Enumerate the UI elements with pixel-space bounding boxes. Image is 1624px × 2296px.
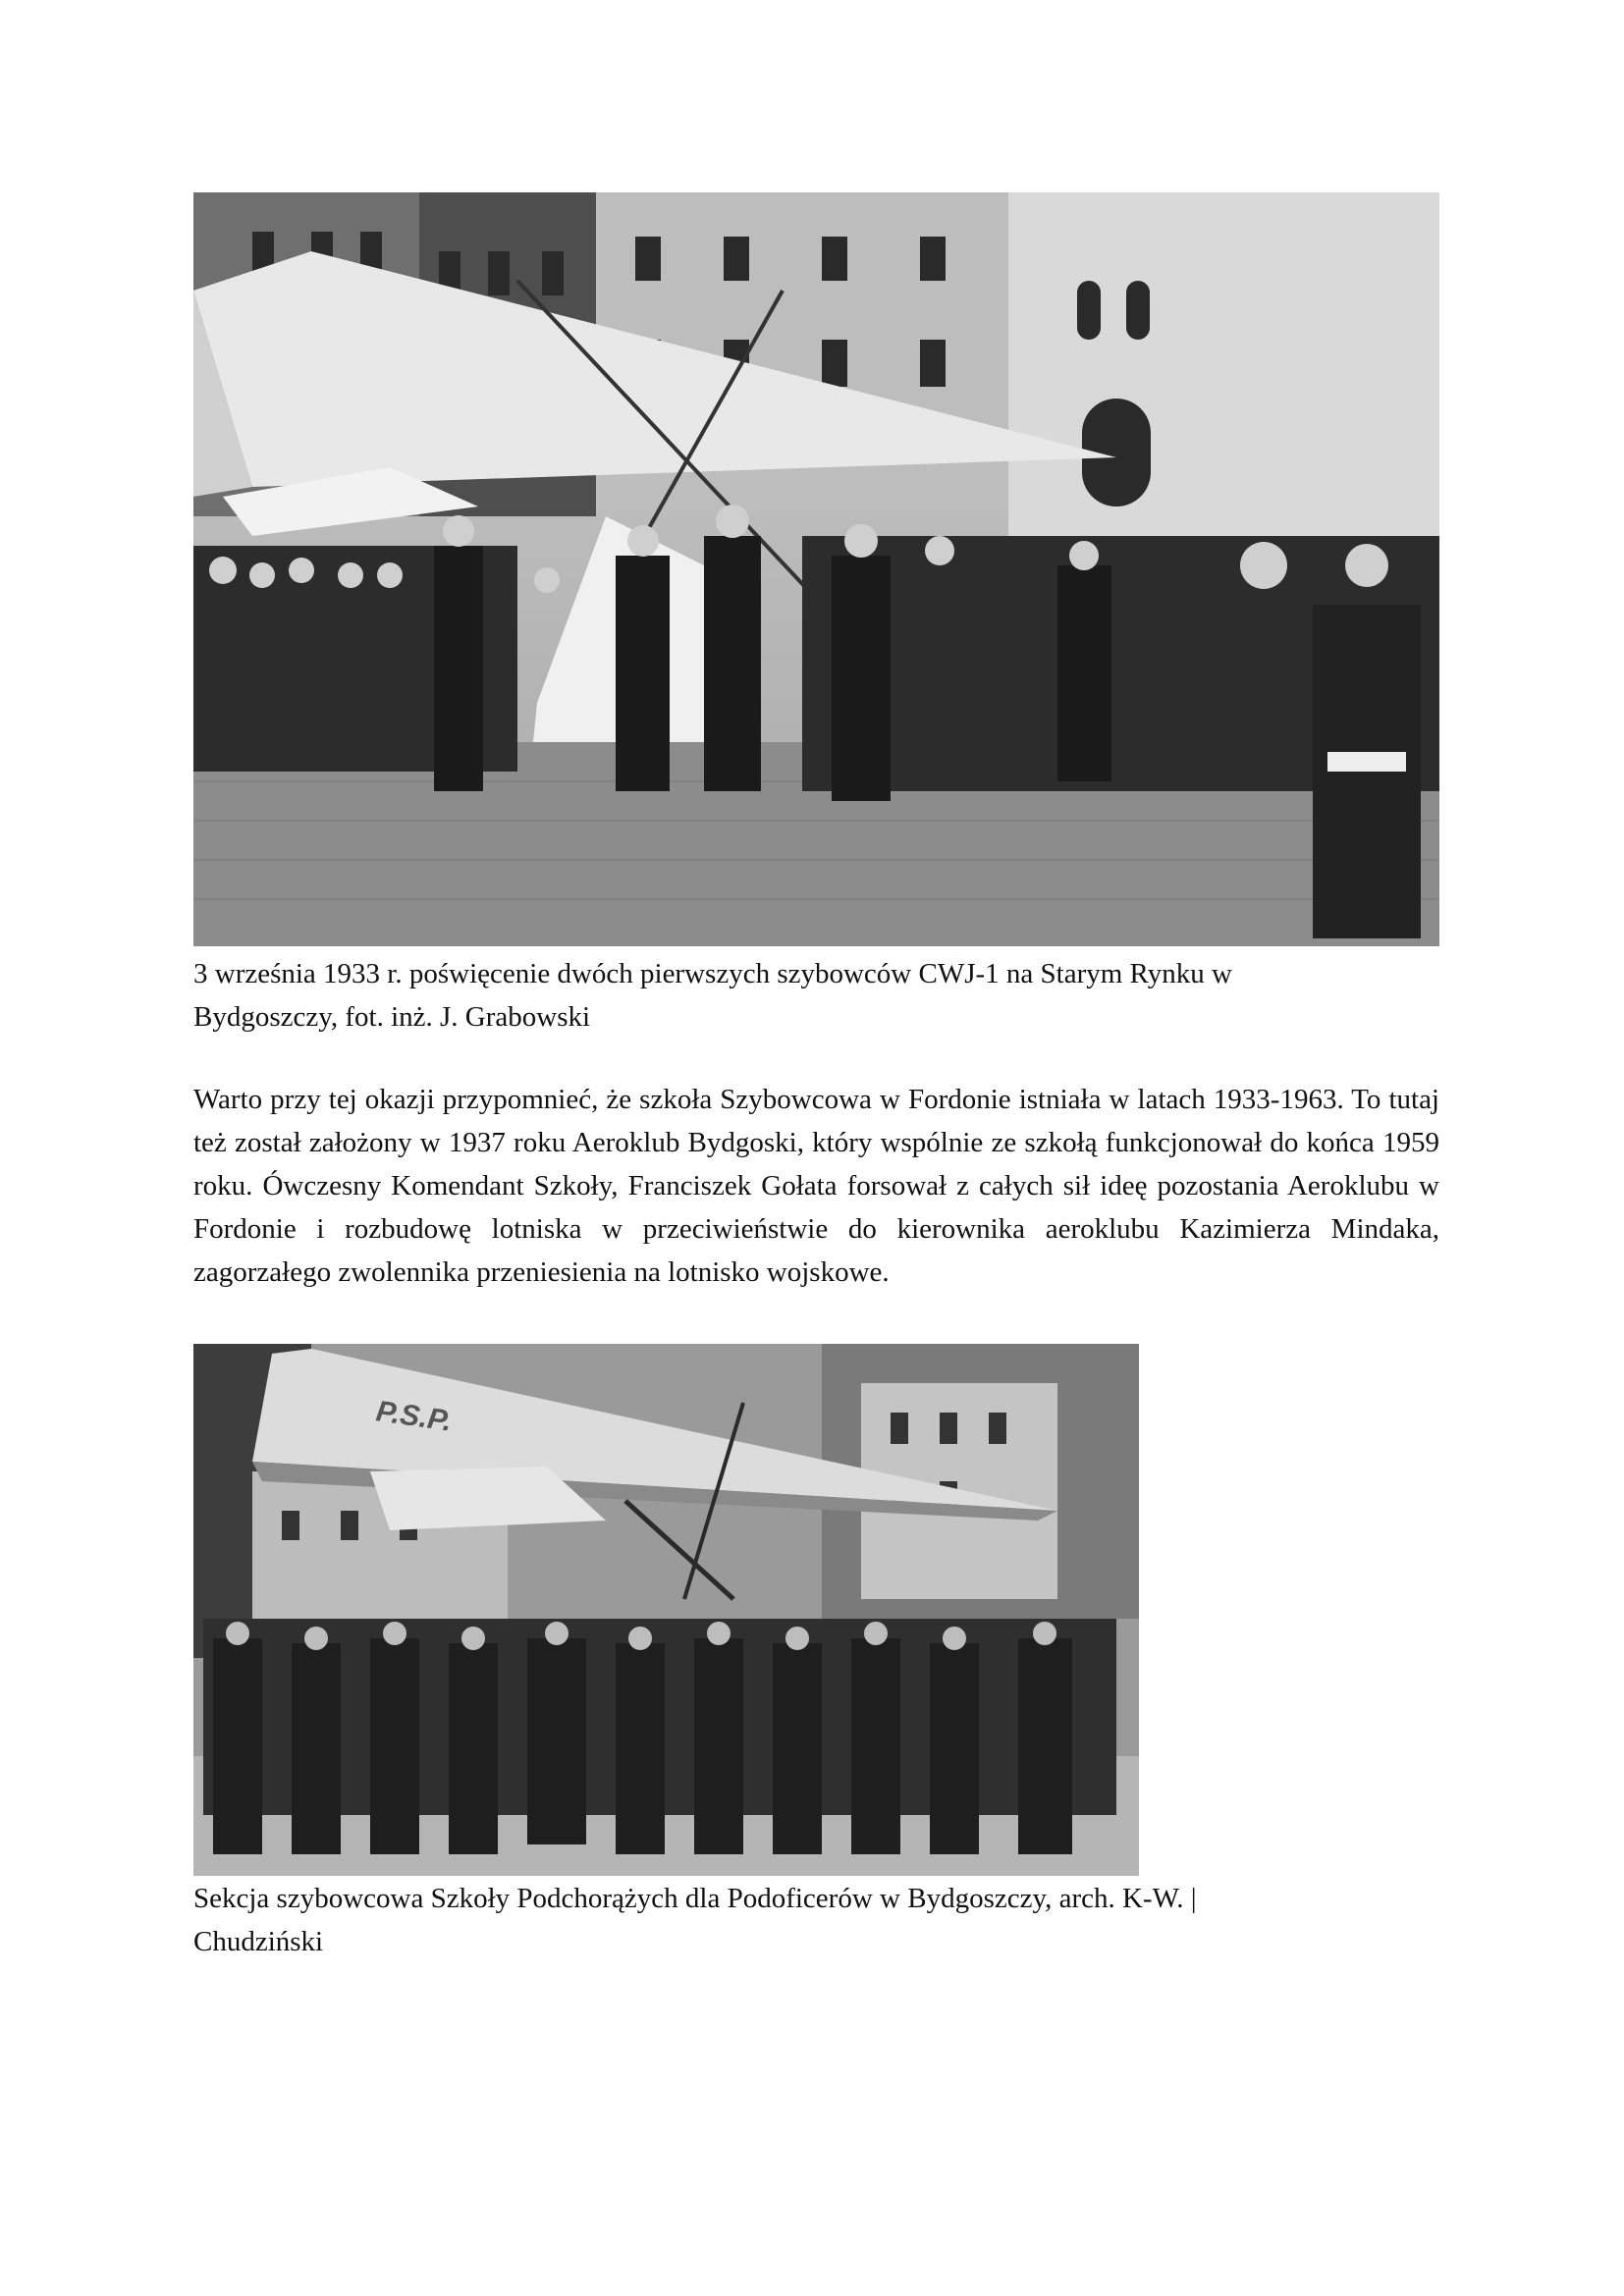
caption-1-line-2: Bydgoszczy, fot. inż. J. Grabowski	[193, 1001, 591, 1033]
caption-2-line-1: Sekcja szybowcowa Szkoły Podchorążych dla Podoficerów w Bydgoszczy, arch. K-W. |	[193, 1883, 1197, 1914]
caption-2-line-2: Chudziński	[193, 1926, 324, 1957]
wing-marking: P.S.P.	[374, 1395, 455, 1438]
photo-caption-1	[193, 952, 1439, 1039]
photo-glider-section	[193, 1344, 1139, 1876]
photo-glider-consecration	[193, 192, 1439, 946]
body-paragraph: Warto przy tej okazji przypomnieć, że szkoła Szybowcowa w Fordonie istniała w latach 1933-1963. To tutaj też został założony w 1937 roku Aeroklub Bydgoski, który wspólnie ze szkołą funkcjonował do końca 1959 roku. Ówczesny Komendant Szkoły, Franciszek Gołata forsował z całych sił ideę pozostania Aeroklubu w Fordonie i rozbudowę lotniska w przeciwieństwie do kierownika aeroklubu Kazimierza Mindaka, zagorzałego zwolennika przeniesienia na lotnisko wojskowe.	[193, 1084, 1439, 1288]
photo-caption-2	[193, 1877, 1439, 1963]
caption-1-line-1: 3 września 1933 r. poświęcenie dwóch pierwszych szybowców CWJ-1 na Starym Rynku w	[193, 958, 1232, 989]
